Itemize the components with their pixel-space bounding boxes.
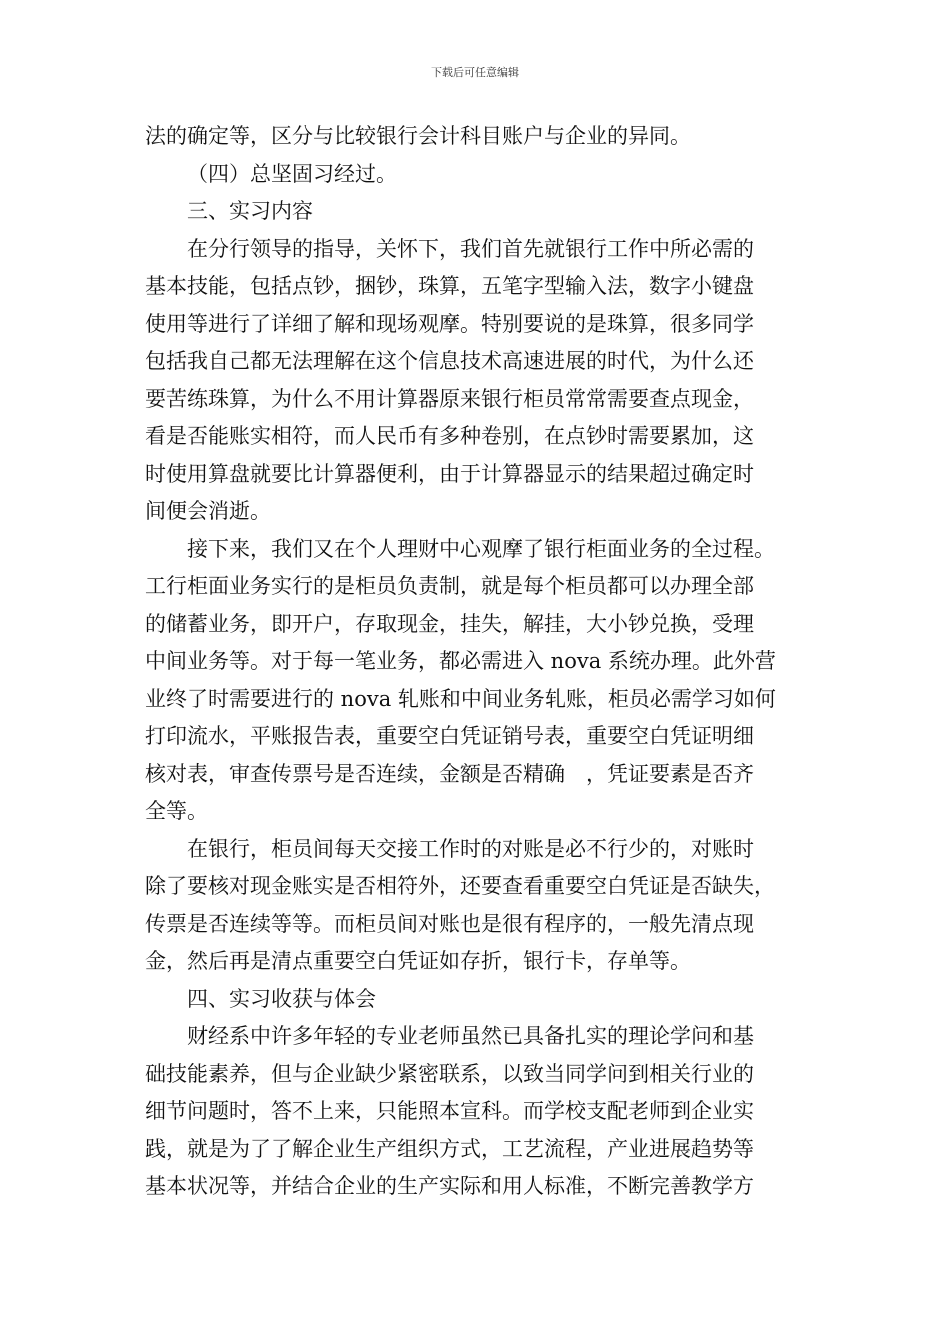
text-line: 四、实习收获与体会 [187, 986, 376, 1011]
text-line: 践，就是为了了解企业生产组织方式，工艺流程，产业进展趋势等 [145, 1136, 754, 1161]
text-line: （四）总坚固习经过。 [187, 161, 397, 186]
text-line: 中间业务等。对于每一笔业务，都必需进入 nova 系统办理。此外营 [145, 649, 776, 673]
text-line: 打印流水，平账报告表，重要空白凭证销号表，重要空白凭证明细 [145, 724, 754, 748]
text-line: 在分行领导的指导，关怀下，我们首先就银行工作中所必需的 [187, 236, 754, 261]
text-line: 金，然后再是清点重要空白凭证如存折，银行卡，存单等。 [145, 949, 691, 973]
text-line: 细节问题时，答不上来，只能照本宣科。而学校支配老师到企业实 [145, 1099, 754, 1123]
text-line: 全等。 [145, 799, 208, 823]
text-line: 使用等进行了详细了解和现场观摩。特别要说的是珠算，很多同学 [145, 311, 754, 336]
text-line: 法的确定等，区分与比较银行会计科目账户与企业的异同。 [145, 124, 691, 148]
text-line: 时使用算盘就要比计算器便利，由于计算器显示的结果超过确定时 [145, 461, 754, 486]
text-line: 的储蓄业务，即开户，存取现金，挂失，解挂，大小钞兑换，受理 [145, 611, 754, 636]
text-line: 基本状况等，并结合企业的生产实际和用人标准，不断完善教学方 [145, 1174, 754, 1198]
text-line: 包括我自己都无法理解在这个信息技术高速进展的时代，为什么还 [145, 349, 754, 373]
text-line: 接下来，我们又在个人理财中心观摩了银行柜面业务的全过程。 [187, 536, 775, 561]
text-line: 传票是否连续等等。而柜员间对账也是很有程序的，一般先清点现 [145, 911, 754, 936]
text-line: 础技能素养，但与企业缺少紧密联系，以致当同学问到相关行业的 [145, 1061, 754, 1086]
text-line: 要苦练珠算，为什么不用计算器原来银行柜员常常需要查点现金， [145, 386, 754, 411]
text-line: 在银行，柜员间每天交接工作时的对账是必不行少的，对账时 [187, 836, 754, 861]
text-line: 基本技能，包括点钞，捆钞，珠算，五笔字型输入法，数字小键盘 [145, 274, 754, 298]
text-line: 间便会消逝。 [145, 499, 271, 523]
text-line: 业终了时需要进行的 nova 轧账和中间业务轧账，柜员必需学习如何 [145, 686, 776, 711]
text-line: 核对表，审查传票号是否连续，金额是否精确 ，凭证要素是否齐 [145, 761, 754, 786]
text-line: 看是否能账实相符，而人民币有多种卷别，在点钞时需要累加，这 [145, 424, 754, 448]
text-line: 财经系中许多年轻的专业老师虽然已具备扎实的理论学问和基 [187, 1024, 754, 1048]
text-line: 工行柜面业务实行的是柜员负责制，就是每个柜员都可以办理全部 [145, 574, 754, 598]
page-header: 下载后可任意编辑 [431, 66, 519, 79]
document-body [145, 118, 807, 1206]
text-line: 除了要核对现金账实是否相符外，还要查看重要空白凭证是否缺失， [145, 874, 775, 898]
text-line: 三、实习内容 [187, 199, 313, 223]
